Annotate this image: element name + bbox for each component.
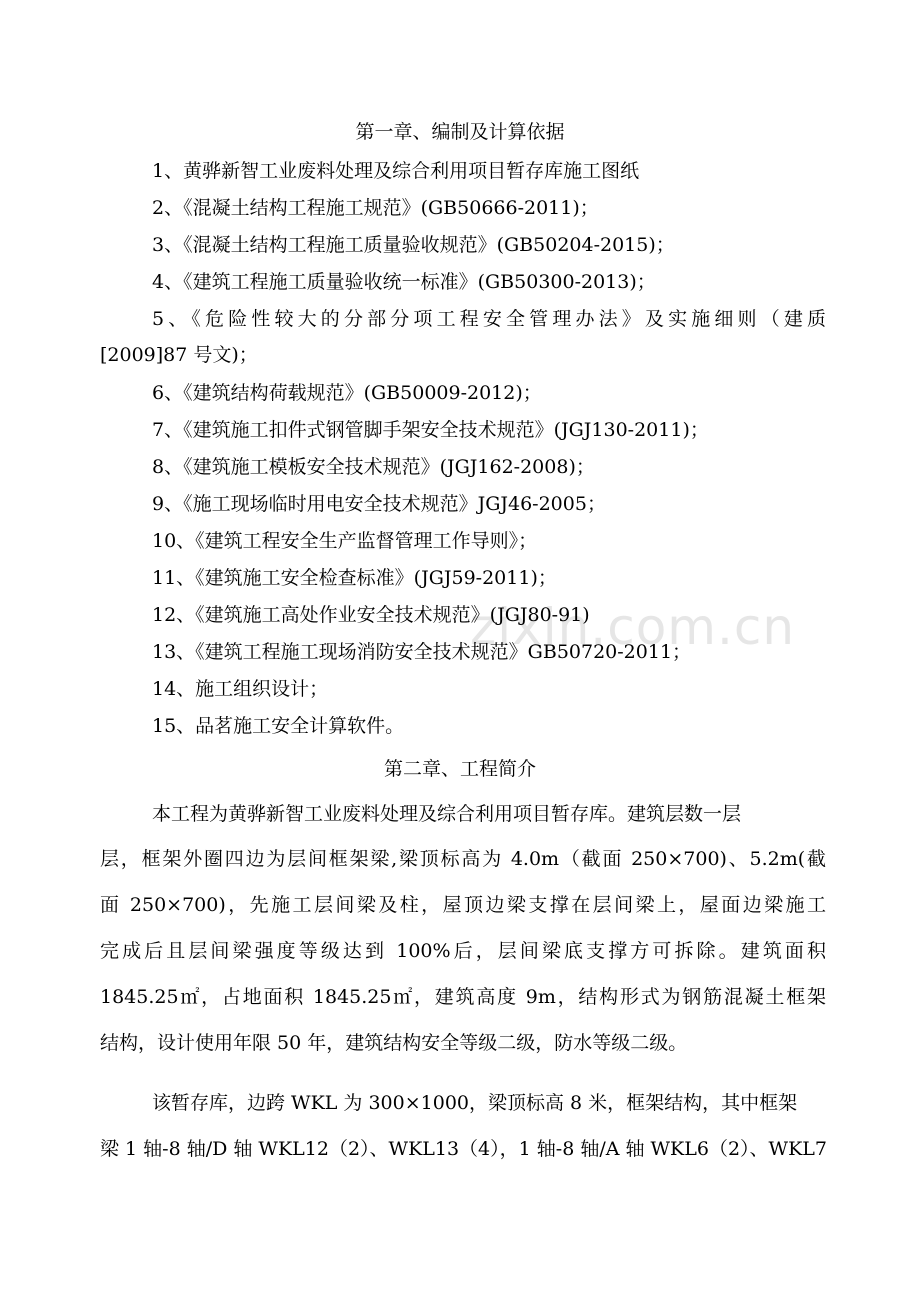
overview-paragraph-line: 结构，设计使用年限 50 年，建筑结构安全等级二级，防水等级二级。 [100, 1032, 688, 1054]
chapter-1-title: 第一章、编制及计算依据 [355, 121, 565, 143]
structure-paragraph-line: 该暂存库，边跨 WKL 为 300×1000，梁顶标高 8 米，框架结构，其中框架 [152, 1092, 798, 1114]
reference-item-11: 11、《建筑施工安全检查标准》(JGJ59-2011)； [152, 567, 557, 589]
reference-item-8: 8、《建筑施工模板安全技术规范》(JGJ162-2008)； [152, 456, 595, 478]
overview-paragraph-line: 层，框架外圈四边为层间框架梁,梁顶标高为 4.0m（截面 250×700)、5.2m(截 [100, 848, 826, 870]
reference-item-9: 9、《施工现场临时用电安全技术规范》JGJ46-2005； [152, 493, 606, 515]
reference-item-5-continued: [2009]87 号文)； [100, 344, 258, 366]
watermark: zixin.com.cn [470, 598, 796, 656]
overview-paragraph-line: 1845.25㎡，占地面积 1845.25㎡，建筑高度 9m，结构形式为钢筋混凝土框架 [100, 986, 826, 1008]
reference-item-14: 14、施工组织设计； [152, 678, 329, 700]
overview-paragraph-line: 完成后且层间梁强度等级达到 100%后，层间梁底支撑方可拆除。建筑面积 [100, 940, 826, 962]
overview-paragraph-line: 面 250×700)，先施工层间梁及柱，屋顶边梁支撑在层间梁上，屋面边梁施工 [100, 894, 826, 916]
overview-paragraph-line: 本工程为黄骅新智工业废料处理及综合利用项目暂存库。建筑层数一层 [152, 803, 742, 825]
reference-item-7: 7、《建筑施工扣件式钢管脚手架安全技术规范》(JGJ130-2011)； [152, 419, 709, 441]
reference-item-5: 5、《危险性较大的分部分项工程安全管理办法》及实施细则（建质 [152, 308, 826, 330]
reference-item-3: 3、《混凝土结构工程施工质量验收规范》(GB50204-2015)； [152, 234, 675, 256]
reference-item-2: 2、《混凝土结构工程施工规范》(GB50666-2011)； [152, 197, 599, 219]
reference-item-4: 4、《建筑工程施工质量验收统一标准》(GB50300-2013)； [152, 271, 656, 293]
reference-item-1: 1、黄骅新智工业废料处理及综合利用项目暂存库施工图纸 [152, 160, 640, 182]
chapter-2-title: 第二章、工程简介 [383, 758, 536, 780]
reference-item-10: 10、《建筑工程安全生产监督管理工作导则》； [152, 530, 538, 552]
structure-paragraph-line: 梁 1 轴-8 轴/D 轴 WKL12（2）、WKL13（4），1 轴-8 轴/A 轴 WKL6（2）、WKL7 [100, 1138, 827, 1160]
reference-item-12: 12、《建筑施工高处作业安全技术规范》(JGJ80-91) [152, 604, 590, 626]
reference-item-13: 13、《建筑工程施工现场消防安全技术规范》GB50720-2011； [152, 641, 692, 663]
reference-item-6: 6、《建筑结构荷载规范》(GB50009-2012)； [152, 382, 542, 404]
reference-item-15: 15、品茗施工安全计算软件。 [152, 715, 405, 737]
